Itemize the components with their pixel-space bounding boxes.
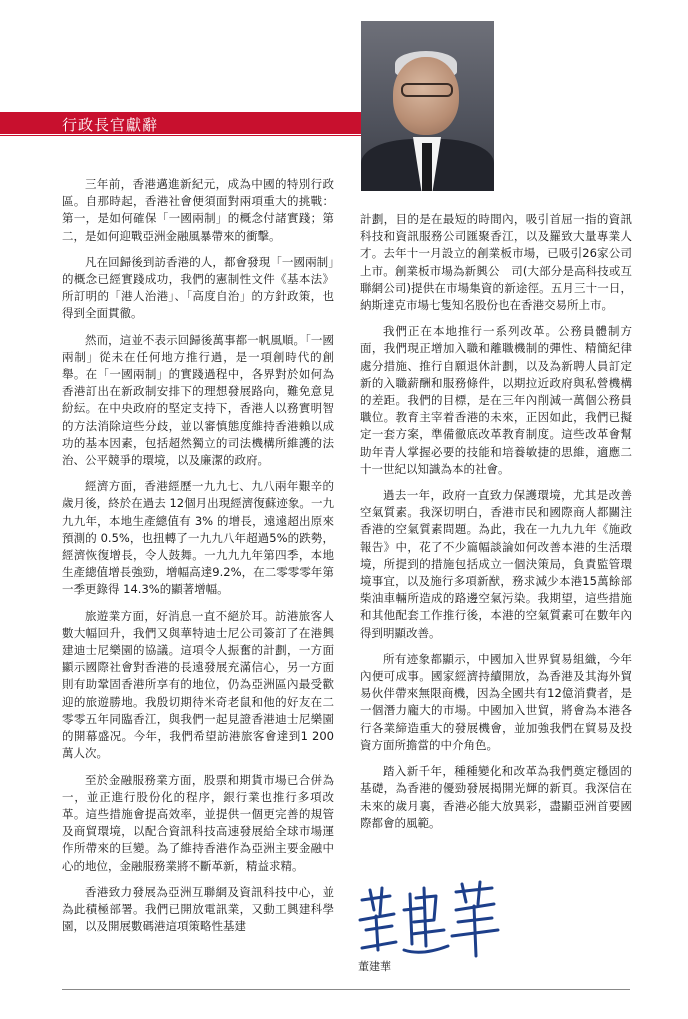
paragraph: 計劃，目的是在最短的時間內，吸引首屈一指的資訊科技和資訊服務公司匯聚香江，以及羅致大量專業人才。去年十一月設立的創業板市場，已吸引26家公司上市。創業板市場為新興公 司(大部分是高科技或互聯網公司)提供在市場集資的新途徑。五月三十一日，納斯達克市場七隻知名股份也在香港交易所上市。 <box>360 212 632 313</box>
footer-divider <box>62 989 630 990</box>
right-text-column <box>360 211 632 841</box>
signature-name: 董建華 <box>358 960 391 973</box>
handwritten-signature <box>352 880 502 960</box>
paragraph: 經濟方面，香港經歷一九九七、九八兩年艱辛的歲月後，終於在過去 12個月出現經濟復蘇迹象。一九九九年，本地生產總值有 3% 的增長，遠遠超出原來預測的 0.5%，也扭轉了一九九八年超過5%的跌勢，經濟恢復增長，令人鼓舞。一九九九年第四季，本地生產總值增長強勁，增幅高達9.2%，在二零零零年第一季更錄得 14.3%的顯著增幅。 <box>62 479 334 597</box>
title-banner <box>0 112 361 134</box>
paragraph: 踏入新千年，種種變化和改革為我們奠定穩固的基礎，為香港的優勁發展揭開光輝的新頁。我深信在未來的歲月裏，香港必能大放異彩，盡顯亞洲首要國際都會的風範。 <box>360 764 632 830</box>
portrait-glasses <box>401 83 453 97</box>
paragraph: 過去一年，政府一直致力保護環境，尤其是改善空氣質素。我深切明白，香港市民和國際商人都關注香港的空氣質素問題。為此，我在一九九九年《施政報告》中，花了不少篇幅談論如何改善本港的生活環境，所提到的措施包括成立一個決策局，負責監管環境事宜，以及施行多項新猷，務求減少本港15萬餘部柴油車輛所造成的路邊空氣污染。我期望，這些措施和其他配套工作推行後，本港的空氣質素可在數年內得到明顯改善。 <box>360 488 632 640</box>
paragraph: 旅遊業方面，好消息一直不絕於耳。訪港旅客人數大幅回升，我們又與華特迪士尼公司簽訂了在港興建迪士尼樂園的協議。這項令人振奮的計劃，一方面顯示國際社會對香港的長遠發展充滿信心，另一方面則有助鞏固香港所享有的地位，仍為亞洲區內最受歡迎的旅遊勝地。我殷切期待米奇老鼠和他的好友在二零零五年同臨香江，與我們一起見證香港迪士尼樂園的開幕盛况。今年，我們希望訪港旅客會達到1 200萬人次。 <box>62 608 334 761</box>
page-title: 行政長官獻辭 <box>62 116 159 134</box>
paragraph: 然而，這並不表示回歸後萬事都一帆風順。「一國兩制」從未在任何地方推行過，是一項創時代的創舉。在「一國兩制」的實踐過程中，各界對於如何為香港訂出在新政制安排下的理想發展路向，難免意見紛紜。在中央政府的堅定支持下，香港人以務實明智的方法消除這些分歧，並以審慎態度維持香港賴以成功的基本因素，包括超然獨立的司法機構所維護的法治、公平競爭的環境，以及廉潔的政府。 <box>62 332 334 468</box>
portrait-photo <box>361 21 494 191</box>
paragraph: 我們正在本地推行一系列改革。公務員體制方面，我們現正增加入職和離職機制的彈性、精簡紀律處分措施、推行自願退休計劃，以及為新聘人員訂定新的入職薪酬和服務條件，以期拉近政府與私營機構的差距。我們的目標，是在三年內削減一萬個公務員職位。教育主宰着香港的未來，正因如此，我們已擬定一套方案，準備徹底改革教育制度。這些改革會幫助年青人掌握必要的技能和培養敏捷的思維，適應二十一世紀以知識為本的社會。 <box>360 324 632 476</box>
paragraph: 香港致力發展為亞洲互聯網及資訊科技中心，並為此積極部署。我們已開放電訊業，又動工興建科學園，以及開展數碼港這項策略性基建 <box>62 884 334 934</box>
paragraph: 凡在回歸後到訪香港的人，都會發現「一國兩制」的概念已經實踐成功，我們的憲制性文件《基本法》所訂明的「港人治港」、「高度自治」的方針政策，也得到全面貫徹。 <box>62 254 334 321</box>
paragraph: 至於金融服務業方面，股票和期貨市場已合併為一，並正進行股份化的程序，銀行業也推行多項改革。這些措施會提高效率，並提供一個更完善的規管及商貿環境，以配合資訊科技高速發展給全球市場運作所帶來的巨變。為了維持香港作為亞洲主要金融中心的地位，金融服務業將不斷革新，精益求精。 <box>62 772 334 873</box>
paragraph: 三年前，香港邁進新紀元，成為中國的特別行政區。自那時起，香港社會便須面對兩項重大的挑戰：第一，是如何確保「一國兩制」的概念付諸實踐；第二，是如何迎戰亞洲金融風暴帶來的衝擊。 <box>62 177 334 243</box>
portrait-tie <box>422 143 432 191</box>
left-text-column <box>62 176 334 944</box>
paragraph: 所有迹象都顯示，中國加入世界貿易組織，今年內便可成事。國家經濟持續開放，為香港及其海外貿易伙伴帶來無限商機，因為全國共有12億消費者，是一個潛力龐大的市場。中國加入世貿，將會為本港各行各業締造重大的發展機會，並加強我們在貿易及投資方面所擔當的中介角色。 <box>360 651 632 752</box>
